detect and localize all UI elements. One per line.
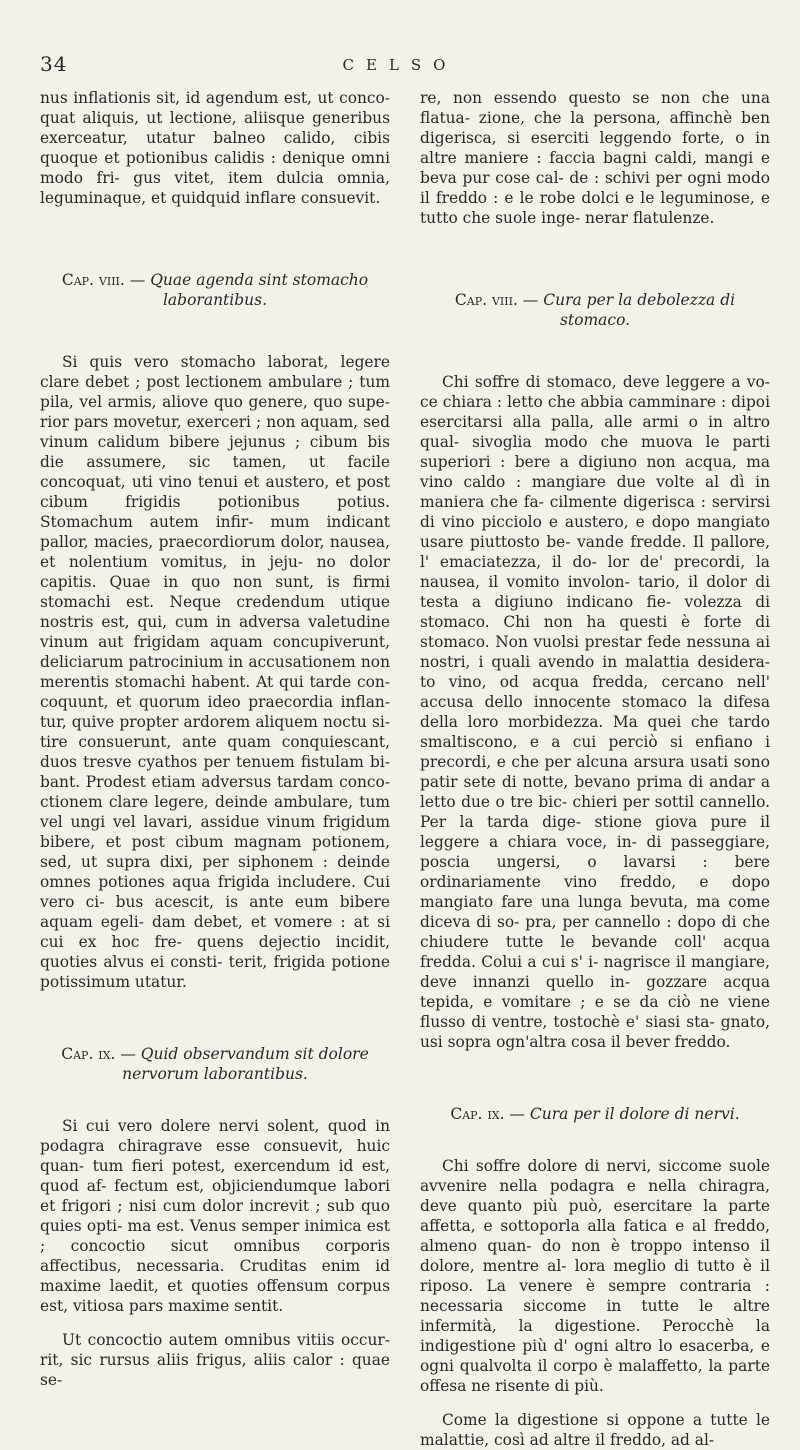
page-number: 34: [40, 52, 68, 76]
italian-chapter-9-heading: [420, 1104, 770, 1124]
italian-chapter-9-number: Cap. ix. —: [450, 1105, 525, 1123]
latin-chapter-9-heading: [40, 1044, 390, 1084]
latin-chapter-8-number: Cap. viii. —: [61, 271, 146, 289]
latin-column: [40, 88, 390, 1390]
latin-chapter-9-body: Si cui vero dolere nervi solent, quod in podagra chiragrave esse consuevit, huic quan- tum fieri potest, exercendum id est, quod af- fectum est, objiciendumque labori et frigori ; nisi cum dolor increvit ; sub quo quies opti- ma est. Venus semper inimica est ; concoctio sicut omnibus corporis affectibus, necessaria. Cruditas enim id maxime laedit, et quoties offensum corpus est, vitiosa pars maxime sentit.: [40, 1117, 390, 1315]
latin-chapter-8-body: Si quis vero stomacho laborat, legere clare debet ; post lectionem ambulare ; tum pila, vel armis, aliove quo genere, quo supe- rior pars movetur, exerceri ; non aquam, sed vinum calidum bibere jejunus ; cibum bis die assumere, sic tamen, ut facile concoquat, uti vino tenui et austero, et post cibum frigidis potionibus potius. Stomachum autem infir- mum indicant pallor, macies, praecordiorum dolor, nausea, et nolentium vomitus, in jeju- no dolor capitis. Quae in quo non sunt, is firmi stomachi est. Neque credendum utique nostris est, qui, cum in adversa valetudine vinum aut frigidam aquam concupiverunt, deliciarum patrocinium in accusationem non merentis stomachi habent. At qui tarde con- coquunt, et quorum ideo praecordia inflan- tur, quive propter ardorem aliquem noctu si- tire consuerunt, ante quam conquiescant, duos tresve cyathos per tenuem fistulam bi- bant. Prodest etiam adversus tardam conco- ctionem clare legere, deinde ambulare, tum vel ungi vel lavari, assidue vinum frigidum bibere, et post cibum magnam potionem, sed, ut supra dixi, per siphonem : deinde omnes potiones aqua frigida includere. Cui vero ci- bus acescit, is ante eum bibere aquam egeli- dam debet, et vomere : at si cui ex hoc fre- quens dejectio incidit, quoties alvus ei consti- terit, frigida potione potissimum utatur.: [40, 353, 390, 991]
italian-chapter-8-number: Cap. viii. —: [454, 291, 539, 309]
latin-chapter-8-heading: [40, 270, 390, 310]
latin-opening-paragraph: nus inflationis sit, id agendum est, ut conco- quat aliquis, ut lectione, aliisque generibus exerceatur, utatur balneo calido, cibis quoque et potionibus calidis : denique omni modo fri- gus vitet, item dulcia omnia, leguminaque, et quidquid inflare consuevit.: [40, 89, 390, 207]
italian-chapter-9-continuation: Come la digestione si oppone a tutte le malattie, così ad altre il freddo, ad al-: [420, 1411, 770, 1449]
latin-chapter-9-title: Quid observandum sit dolore nervorum laborantibus.: [122, 1045, 369, 1083]
latin-chapter-9-number: Cap. ix. —: [61, 1045, 136, 1063]
latin-chapter-9-continuation: Ut concoctio autem omnibus vitiis occur- rit, sic rursus aliis frigus, aliis calor : quae se-: [40, 1331, 390, 1389]
running-head: CELSO: [342, 56, 458, 74]
italian-chapter-9-title: Cura per il dolore di nervi.: [529, 1105, 740, 1123]
italian-chapter-8-title: Cura per la debolezza di stomaco.: [543, 291, 736, 329]
latin-chapter-8-title: Quae agenda sint stomacho laborantibus.: [150, 271, 369, 309]
italian-chapter-8-body: Chi soffre di stomaco, deve leggere a vo- ce chiara : letto che abbia camminare : dipoi esercitarsi alla palla, alle armi o in altro qual- sivoglia modo che muova le parti superiori : bere a digiuno non acqua, ma vino caldo : mangiare due volte al dì in maniera che fa- cilmente digerisca : servirsi di vino picciolo e austero, e dopo mangiato usare piuttosto be- vande fredde. Il pallore, l' emaciatezza, il do- lor de' precordi, la nausea, il vomito involon- tario, il dolor di testa a digiuno indicano fie- volezza di stomaco. Chi non ha questi è forte di stomaco. Non vuolsi prestar fede nessuna ai nostri, i quali avendo in malattia desidera- to vino, od acqua fredda, cercano nell' accusa dello innocente stomaco la difesa della loro morbidezza. Ma quei che tardo smaltiscono, e a cui perciò si enfiano i precordi, e che per alcuna arsura usati sono patir sete di notte, bevano prima di andar a letto due o tre bic- chieri per sottil cannello. Per la tarda dige- stione giova pure il leggere a chiara voce, in- di passeggiare, poscia ungersi, o lavarsi : bere ordinariamente vino freddo, e dopo mangiato fare una lunga bevuta, ma come diceva di so- pra, per cannello : dopo di che chiudere tutte le bevande coll' acqua fredda. Colui a cui s' i- nagrisce il mangiare, deve innanzi quello in- gozzare acqua tepida, e vomitare ; e se da ciò ne viene flusso di ventre, tostochè e' siasi sta- gnato, usi sopra ogn'altra cosa il bever freddo.: [420, 373, 770, 1051]
italian-chapter-8-heading: [420, 290, 770, 330]
italian-opening-paragraph: re, non essendo questo se non che una flatua- zione, che la persona, affinchè ben digerisca, si eserciti leggendo forte, o in altre maniere : faccia bagni caldi, mangi e beva pur cose cal- de : schivi per ogni modo il freddo : e le robe dolci e le leguminose, e tutto che suole inge- nerar flatulenze.: [420, 89, 770, 227]
italian-column: [420, 88, 770, 1450]
italian-chapter-9-body: Chi soffre dolore di nervi, siccome suole avvenire nella podagra e nella chiragra, deve quanto più può, esercitare la parte affetta, e sottoporla alla fatica e al freddo, almeno quan- do non è troppo intenso il dolore, mentre al- lora meglio di tutto è il riposo. La venere è sempre contraria : necessaria siccome in tutte le altre infermità, la digestione. Perocchè la indigestione più d' ogni altro lo esacerba, e ogni qualvolta il corpo è malaffetto, la parte offesa ne risente di più.: [420, 1157, 770, 1395]
